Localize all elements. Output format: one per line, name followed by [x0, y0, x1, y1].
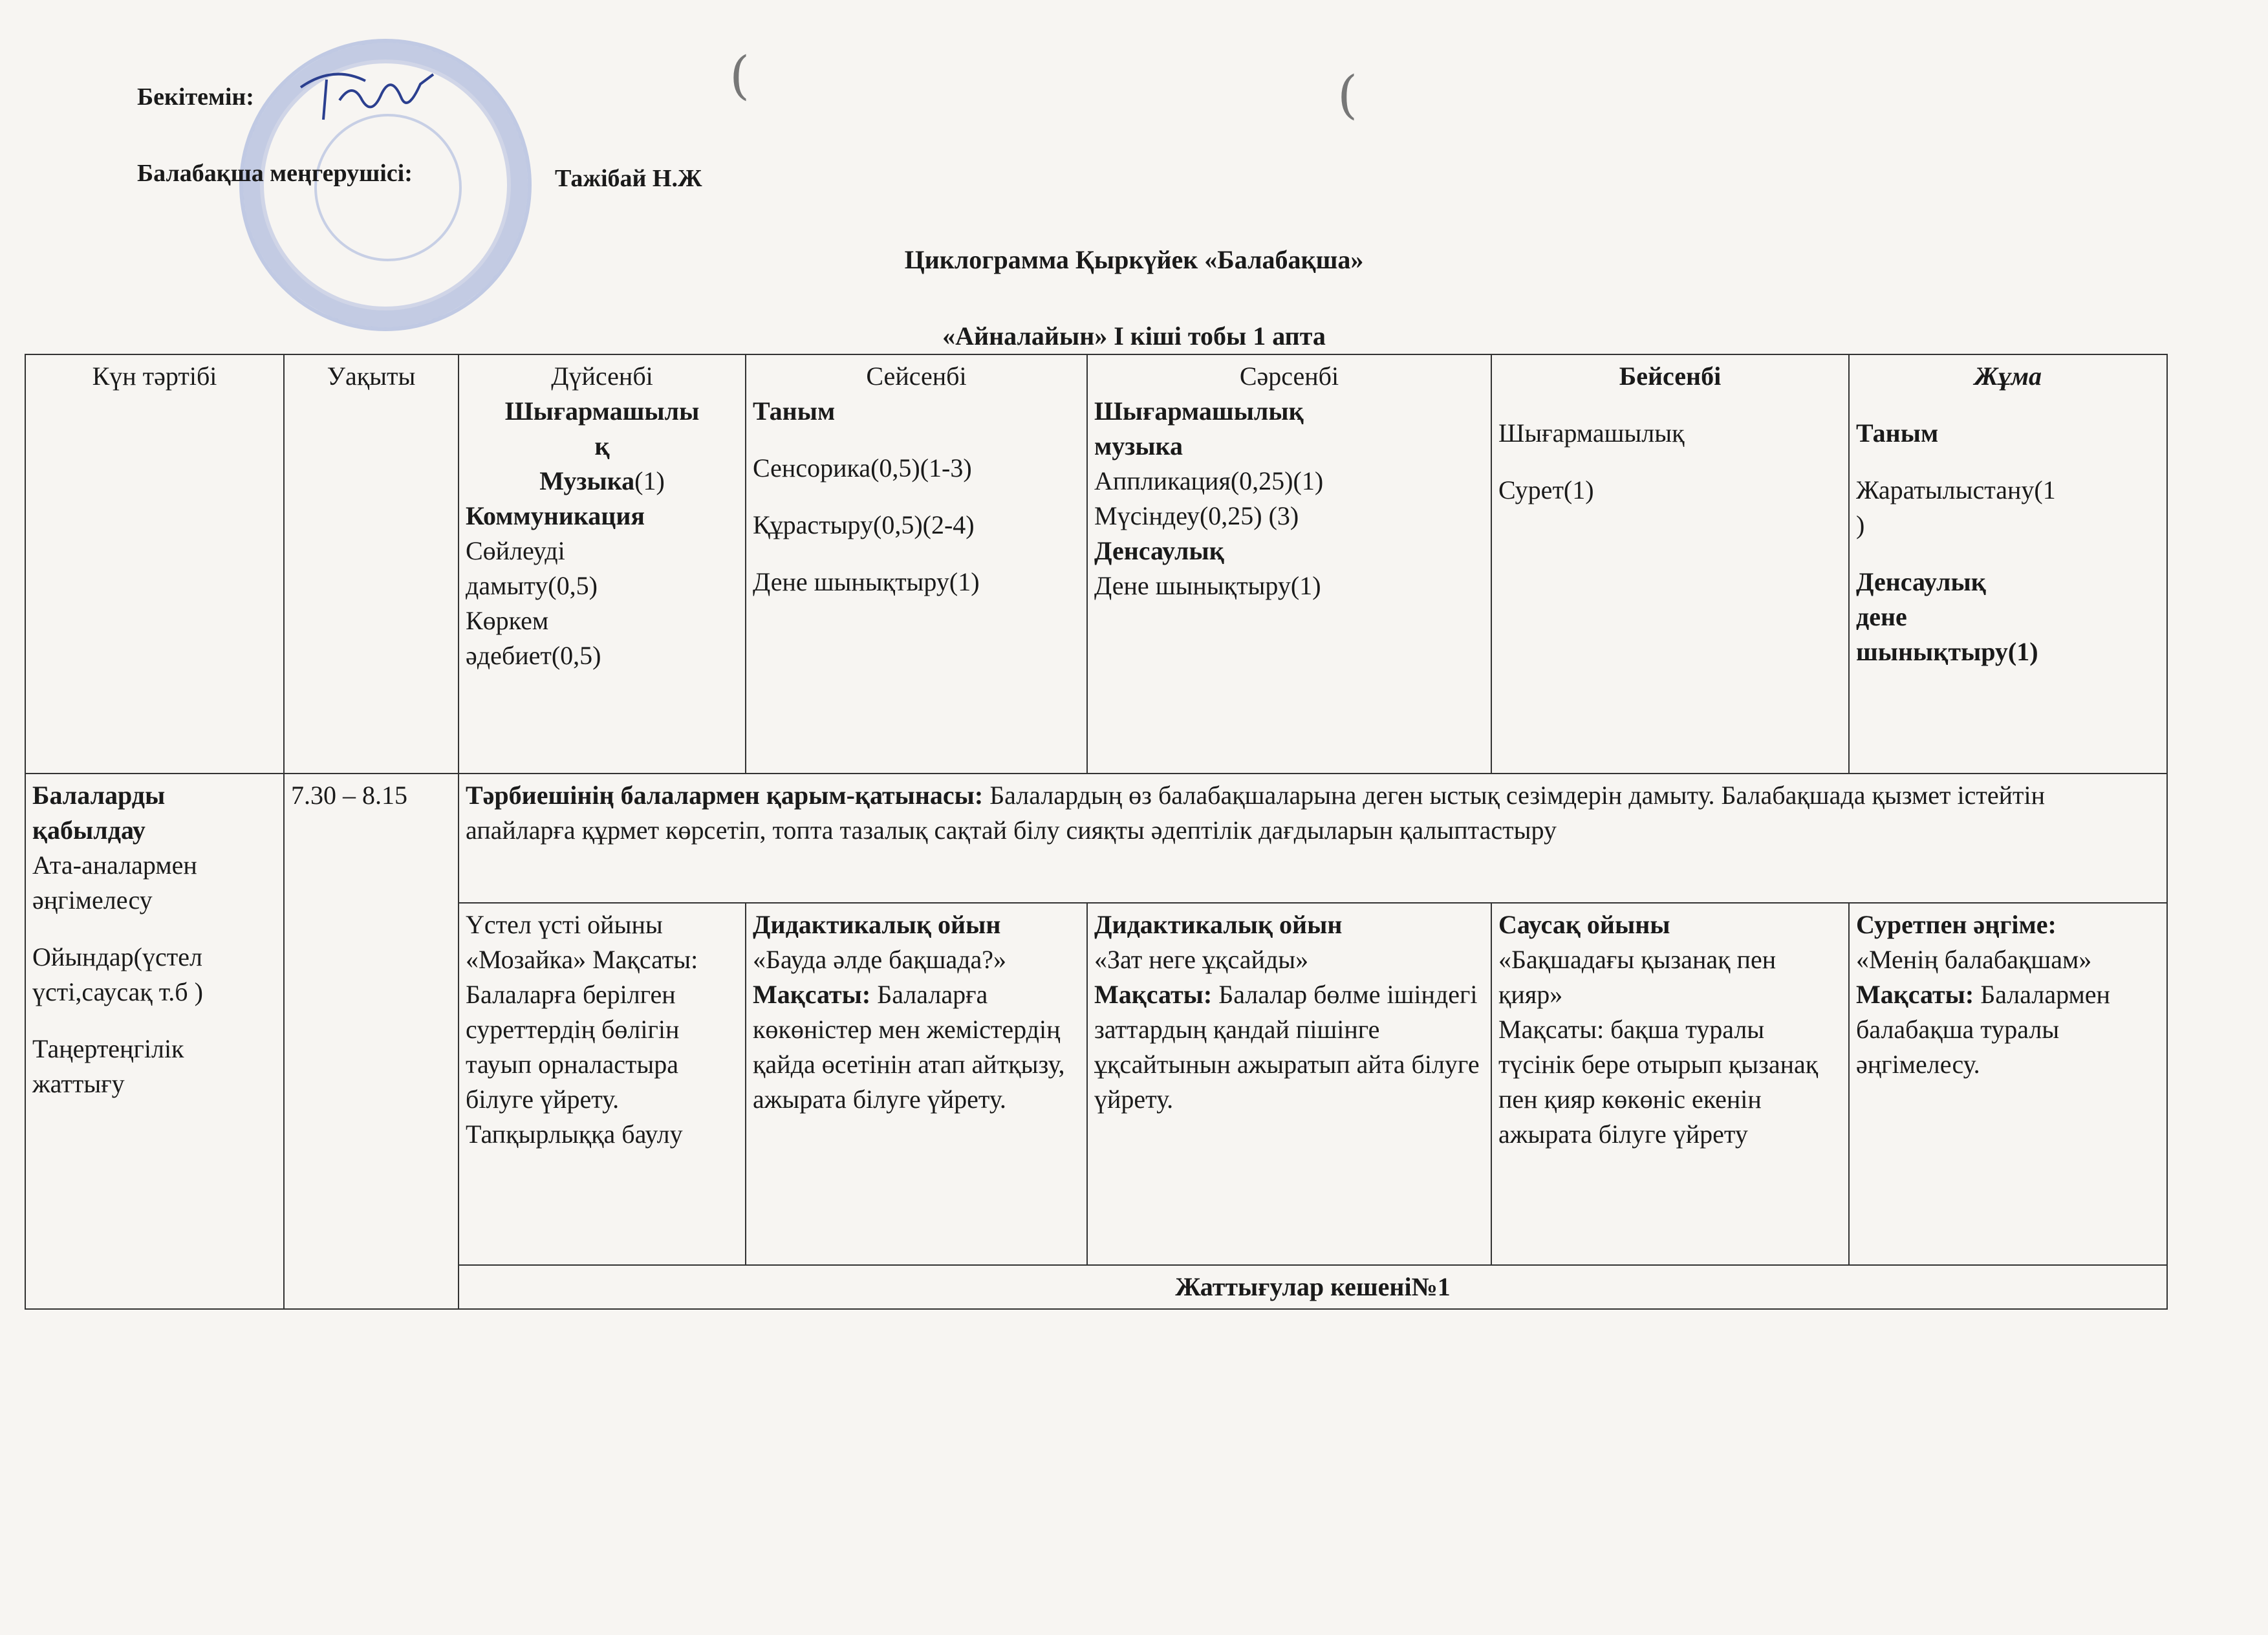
head-role: Балабақша меңгерушісі: [137, 160, 413, 187]
day-name: Сейсенбі [866, 362, 967, 391]
page-title: Циклограмма Қыркүйек «Балабақша» [904, 245, 1364, 274]
day-name: Сәрсенбі [1239, 362, 1339, 391]
signature [294, 61, 443, 133]
head-name: Тажібай Н.Ж [555, 165, 702, 192]
schedule-table [25, 354, 2168, 1310]
game-thursday: Саусақ ойыны «Бақшадағы қызанақ пен қияр» Мақсаты: бақша туралы түсінік бере отырып қызанақ пен қияр көкөніс екенін ажырата білуге үйрету [1491, 903, 1849, 1265]
decorative-mark: ( [1337, 65, 1358, 125]
decorative-mark: ( [729, 45, 750, 105]
communication-cell: Тәрбиешінің балалармен қарым-қатынасы: Балалардың өз балабақшаларына деген ыстық сезімдерін дамыту. Балабақшада қызмет істейтін апайларға құрмет көрсетіп, топта тазалық сақтай білу сияқты әдептілік дағдыларын қалыптастыру [459, 774, 2167, 903]
header-tuesday: Сейсенбі Таным Сенсорика(0,5)(1-3) Құрастыру(0,5)(2-4) Дене шынықтыру(1) [746, 354, 1087, 774]
table-row [25, 774, 2167, 903]
game-tuesday: Дидактикалық ойын «Бауда әлде бақшада?» Мақсаты: Балаларға көкөністер мен жемістердің қайда өсетінін атап айтқызу, ажырата білуге үйрету. [746, 903, 1087, 1265]
game-monday: Үстел үсті ойыны «Мозайка» Мақсаты: Балаларға берілген суреттердің бөлігін тауып орналастыра білуге үйрету. Тапқырлыққа баулу [459, 903, 746, 1265]
day-name: Жұма [1974, 362, 2042, 391]
page-subtitle: «Айналайын» І кіші тобы 1 апта [942, 321, 1326, 351]
row-title-cell: Балаларды қабылдау Ата-аналармен әңгімелесу Ойындар(үстел үсті,саусақ т.б ) Таңертеңгілік жаттығу [25, 774, 284, 1309]
header-wednesday: Сәрсенбі Шығармашылық музыка Аппликация(0,25)(1) Мүсіндеу(0,25) (3) Денсаулық Дене шынықтыру(1) [1087, 354, 1491, 774]
header-time: Уақыты [284, 354, 459, 774]
header-monday: Дүйсенбі Шығармашылы қ Музыка(1) Коммуникация Сөйлеуді дамыту(0,5) Көркем әдебиет(0,5) [459, 354, 746, 774]
header-friday: Жұма Таным Жаратылыстану(1 ) Денсаулық дене шынықтыру(1) [1849, 354, 2167, 774]
game-friday: Суретпен әңгіме: «Менің балабақшам» Мақсаты: Балалармен балабақша туралы әңгімелесу. [1849, 903, 2167, 1265]
approve-label: Бекітемін: [137, 83, 254, 111]
game-wednesday: Дидактикалық ойын «Зат неге ұқсайды» Мақсаты: Балалар бөлме ішіндегі заттардың қандай пішінге ұқсайтынын ажыратып айта білуге үйрету. [1087, 903, 1491, 1265]
header-thursday: Бейсенбі Шығармашылық Сурет(1) [1491, 354, 1849, 774]
table-header-row [25, 354, 2167, 774]
header-schedule: Күн тәртібі [25, 354, 284, 774]
day-name: Дүйсенбі [551, 362, 653, 391]
row-time-cell: 7.30 – 8.15 [284, 774, 459, 1309]
day-name: Бейсенбі [1619, 362, 1722, 391]
exercise-complex: Жаттығулар кешені№1 [459, 1265, 2167, 1309]
